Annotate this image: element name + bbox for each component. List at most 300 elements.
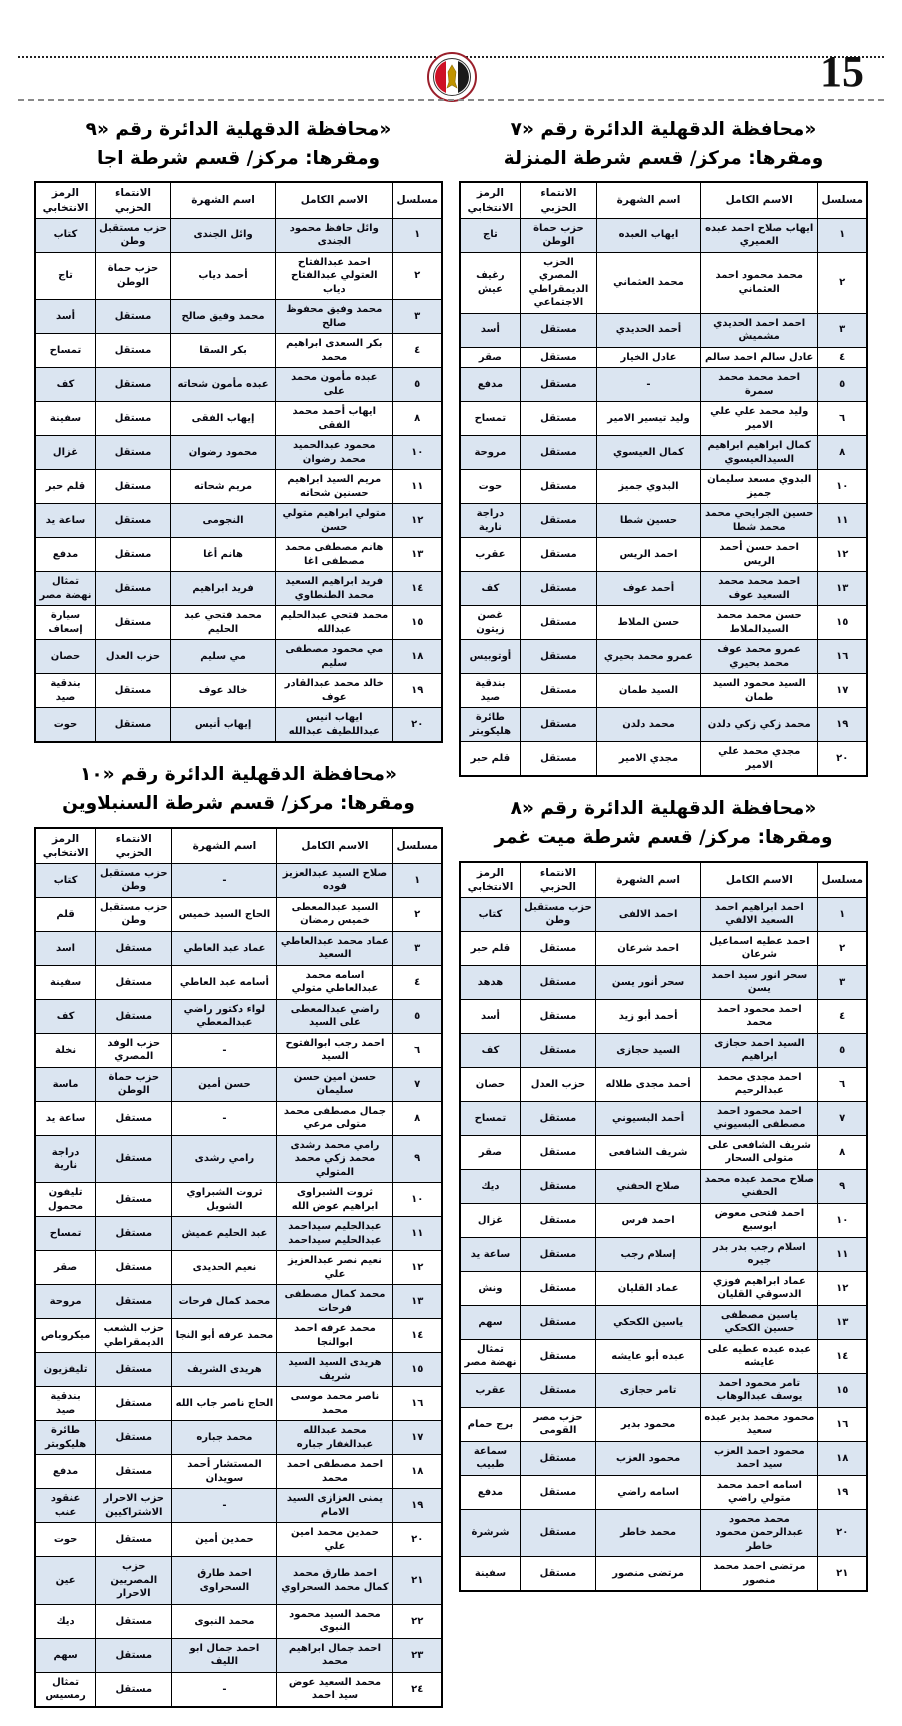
symbol-cell: سهم xyxy=(35,1638,96,1672)
party-cell: مستقل xyxy=(520,1203,595,1237)
table-row xyxy=(35,897,442,931)
symbol-cell: صقر xyxy=(460,1135,520,1169)
candidates-table-district-8 xyxy=(459,861,868,1593)
known-name-cell: محمد خاطر xyxy=(595,1509,700,1557)
symbol-cell: أسد xyxy=(460,313,520,347)
table-row xyxy=(460,1509,867,1557)
full-name-cell: صلاح السيد عبدالعزيز فوده xyxy=(277,863,393,897)
table-row xyxy=(35,252,442,300)
serial-cell: ١٥ xyxy=(393,1353,442,1387)
symbol-cell: قلم xyxy=(35,897,96,931)
serial-cell: ١٧ xyxy=(818,674,867,708)
party-cell: مستقل xyxy=(96,1604,172,1638)
serial-cell: ٢ xyxy=(818,931,867,965)
serial-cell: ١٣ xyxy=(818,1305,867,1339)
table-row xyxy=(460,1271,867,1305)
serial-cell: ١٦ xyxy=(818,640,867,674)
full-name-cell: احمد ابراهيم احمد السعيد الالفي xyxy=(701,897,818,931)
party-cell: مستقل xyxy=(520,1557,595,1592)
known-name-cell: محمد عرفه أبو النجا xyxy=(172,1319,277,1353)
known-name-cell: نعيم الحديدى xyxy=(172,1251,277,1285)
table-row xyxy=(35,1183,442,1217)
known-name-cell: محمد وفيق صالح xyxy=(171,300,276,334)
symbol-cell: حوت xyxy=(35,708,95,743)
party-cell: مستقل xyxy=(520,1441,595,1475)
known-name-cell: محمد دلدن xyxy=(597,708,701,742)
known-name-cell: محمد النبوى xyxy=(172,1604,277,1638)
full-name-cell: محمد عبدالله عبدالغفار جباره xyxy=(277,1421,393,1455)
table-row xyxy=(460,368,867,402)
symbol-cell: هدهد xyxy=(460,965,520,999)
table-row xyxy=(460,1305,867,1339)
party-cell: مستقل xyxy=(95,334,170,368)
full-name-cell: هريدى السيد السيد شريف xyxy=(277,1353,393,1387)
table-row xyxy=(460,965,867,999)
serial-cell: ١٩ xyxy=(818,708,867,742)
full-name-cell: البدوي مسعد سليمان جميز xyxy=(700,470,818,504)
party-cell: مستقل xyxy=(96,1183,172,1217)
table-row xyxy=(35,708,442,743)
symbol-cell: ساعة يد xyxy=(35,1101,96,1135)
full-name-cell: مريم السيد ابراهيم حسنين شحاته xyxy=(276,470,393,504)
party-cell: مستقل xyxy=(520,1271,595,1305)
symbol-cell: بندقية صيد xyxy=(35,674,95,708)
table-row xyxy=(460,1203,867,1237)
column-header: الاسم الكامل xyxy=(277,828,393,864)
full-name-cell: محمد كمال مصطفى فرحات xyxy=(277,1285,393,1319)
full-name-cell: بكر السعدى ابراهيم محمد xyxy=(276,334,393,368)
serial-cell: ٣ xyxy=(393,300,442,334)
party-cell: مستقل xyxy=(520,674,596,708)
known-name-cell: - xyxy=(172,1101,277,1135)
party-cell: مستقل xyxy=(520,1305,595,1339)
known-name-cell: رامي رشدى xyxy=(172,1135,277,1183)
party-cell: حزب مصر القومى xyxy=(520,1407,595,1441)
full-name-cell: محمد محمود احمد العثماني xyxy=(700,252,818,313)
district-7-title xyxy=(459,116,868,173)
serial-cell: ١٤ xyxy=(393,572,442,606)
party-cell: مستقل xyxy=(520,436,596,470)
symbol-cell: ميكروباص xyxy=(35,1319,96,1353)
serial-cell: ٥ xyxy=(818,368,867,402)
party-cell: مستقل xyxy=(520,1339,595,1373)
symbol-cell: كف xyxy=(460,1033,520,1067)
header-row xyxy=(35,182,442,218)
table-row xyxy=(35,1285,442,1319)
table-row xyxy=(35,1033,442,1067)
full-name-cell: احمد مصطفى احمد محمد xyxy=(277,1455,393,1489)
party-cell: حزب المصريين الاحرار xyxy=(96,1557,172,1605)
party-cell: مستقل xyxy=(96,1455,172,1489)
party-cell: مستقل xyxy=(520,1135,595,1169)
symbol-cell: اسد xyxy=(35,931,96,965)
full-name-cell: ايهاب أحمد محمد الفقى xyxy=(276,402,393,436)
table-row xyxy=(460,436,867,470)
column-header: مسلسل xyxy=(818,862,867,898)
known-name-cell: أحمد مجدى طلاله xyxy=(595,1067,700,1101)
symbol-cell: كتاب xyxy=(35,863,96,897)
district-7-section xyxy=(459,116,868,777)
full-name-cell: اسامه محمد عبدالعاطي متولي xyxy=(277,965,393,999)
party-cell: مستقل xyxy=(520,640,596,674)
candidates-table-district-7 xyxy=(459,181,868,777)
party-cell: مستقل xyxy=(520,999,595,1033)
table-row xyxy=(460,572,867,606)
table-row xyxy=(35,1638,442,1672)
known-name-cell: خالد عوف xyxy=(171,674,276,708)
symbol-cell: تمثال رمسيس xyxy=(35,1672,96,1707)
serial-cell: ٢١ xyxy=(818,1557,867,1592)
full-name-cell: اسامه احمد محمد متولي راضي xyxy=(701,1475,818,1509)
known-name-cell: عماد القليان xyxy=(595,1271,700,1305)
symbol-cell: كف xyxy=(35,999,96,1033)
symbol-cell: غصن زيتون xyxy=(460,606,520,640)
serial-cell: ٥ xyxy=(818,1033,867,1067)
column-header: الرمز الانتخابي xyxy=(460,182,520,218)
district-8-section xyxy=(459,795,868,1592)
serial-cell: ١١ xyxy=(393,470,442,504)
known-name-cell: احمد طارق السحراوى xyxy=(172,1557,277,1605)
known-name-cell: سحر أنور يسن xyxy=(595,965,700,999)
table-row xyxy=(460,1557,867,1592)
full-name-cell: عبده عبده عطيه على عايشه xyxy=(701,1339,818,1373)
known-name-cell: - xyxy=(172,1489,277,1523)
page-number: 15 xyxy=(820,47,864,96)
column-header: اسم الشهرة xyxy=(595,862,700,898)
symbol-cell: صقر xyxy=(35,1251,96,1285)
known-name-cell: - xyxy=(172,1672,277,1707)
full-name-cell: السيد احمد حجازى ابراهيم xyxy=(701,1033,818,1067)
known-name-cell: احمد الريس xyxy=(597,538,701,572)
district-8-title-line2: ومقرها: مركز/ قسم شرطة ميت غمر xyxy=(494,826,833,848)
known-name-cell: اسامه راضي xyxy=(595,1475,700,1509)
full-name-cell: حمدين محمد امين علي xyxy=(277,1523,393,1557)
party-cell: حزب مستقبل وطن xyxy=(96,863,172,897)
party-cell: مستقل xyxy=(96,1421,172,1455)
table-row xyxy=(460,640,867,674)
symbol-cell: كف xyxy=(460,572,520,606)
full-name-cell: ثروت الشبراوى ابراهيم عوض الله xyxy=(277,1183,393,1217)
serial-cell: ١٢ xyxy=(393,1251,442,1285)
table-row xyxy=(460,313,867,347)
symbol-cell: عنقود عنب xyxy=(35,1489,96,1523)
district-9-title xyxy=(34,116,443,173)
table-row xyxy=(35,334,442,368)
serial-cell: ٢ xyxy=(393,252,442,300)
party-cell: الحزب المصري الديمقراطي الاجتماعي xyxy=(520,252,596,313)
full-name-cell: عماد محمد عبدالعاطي السعيد xyxy=(277,931,393,965)
symbol-cell: بندقية صيد xyxy=(460,674,520,708)
full-name-cell: راضي عبدالمعطى على السيد xyxy=(277,999,393,1033)
serial-cell: ٤ xyxy=(393,334,442,368)
symbol-cell: غزال xyxy=(35,436,95,470)
table-row xyxy=(460,1169,867,1203)
table-row xyxy=(35,1101,442,1135)
serial-cell: ١٨ xyxy=(393,640,442,674)
serial-cell: ١٥ xyxy=(818,1373,867,1407)
serial-cell: ١٠ xyxy=(818,470,867,504)
full-name-cell: يمنى العزازى السيد الامام xyxy=(277,1489,393,1523)
party-cell: مستقل xyxy=(520,931,595,965)
serial-cell: ١ xyxy=(393,863,442,897)
symbol-cell: حصان xyxy=(35,640,95,674)
table-row xyxy=(460,470,867,504)
full-name-cell: مرتضى احمد محمد منصور xyxy=(701,1557,818,1592)
known-name-cell: مريم شحاته xyxy=(171,470,276,504)
symbol-cell: تليفزيون xyxy=(35,1353,96,1387)
full-name-cell: ايهاب صلاح احمد عبده العميري xyxy=(700,218,818,252)
party-cell: مستقل xyxy=(520,708,596,742)
full-name-cell: احمد طارق محمد كمال محمد السحراوي xyxy=(277,1557,393,1605)
full-name-cell: ايهاب انيس عبداللطيف عبدالله xyxy=(276,708,393,743)
full-name-cell: محمد محمود عبدالرحمن محمود خاطر xyxy=(701,1509,818,1557)
known-name-cell: هانم أغا xyxy=(171,538,276,572)
table-row xyxy=(35,436,442,470)
full-name-cell: حسين الجرايحي محمد محمد شطا xyxy=(700,504,818,538)
serial-cell: ٣ xyxy=(818,313,867,347)
known-name-cell: تامر حجازى xyxy=(595,1373,700,1407)
full-name-cell: احمد رجب ابوالفتوح السيد xyxy=(277,1033,393,1067)
symbol-cell: برج حمام xyxy=(460,1407,520,1441)
table-row xyxy=(460,606,867,640)
full-name-cell: حسن محمد محمد السيدالملاط xyxy=(700,606,818,640)
table-row xyxy=(460,1135,867,1169)
table-row xyxy=(35,504,442,538)
serial-cell: ٦ xyxy=(393,1033,442,1067)
serial-cell: ١٤ xyxy=(818,1339,867,1373)
symbol-cell: أسد xyxy=(460,999,520,1033)
symbol-cell: قلم حبر xyxy=(35,470,95,504)
symbol-cell: مدفع xyxy=(460,1475,520,1509)
symbol-cell: أوتوبيس xyxy=(460,640,520,674)
party-cell: مستقل xyxy=(520,1475,595,1509)
known-name-cell: احمد الالفى xyxy=(595,897,700,931)
serial-cell: ١ xyxy=(818,218,867,252)
table-row xyxy=(35,640,442,674)
serial-cell: ٥ xyxy=(393,999,442,1033)
serial-cell: ٣ xyxy=(818,965,867,999)
symbol-cell: تمساح xyxy=(460,402,520,436)
table-row xyxy=(460,1101,867,1135)
serial-cell: ٨ xyxy=(393,402,442,436)
party-cell: مستقل xyxy=(520,1373,595,1407)
column-header: الاسم الكامل xyxy=(276,182,393,218)
table-row xyxy=(35,300,442,334)
table-row xyxy=(35,368,442,402)
known-name-cell: أحمد عوف xyxy=(597,572,701,606)
table-row xyxy=(460,347,867,368)
column-header: مسلسل xyxy=(393,828,442,864)
full-name-cell: شريف الشافعى على متولى السحار xyxy=(701,1135,818,1169)
symbol-cell: حوت xyxy=(35,1523,96,1557)
symbol-cell: دراجة نارية xyxy=(35,1135,96,1183)
party-cell: حزب الاحرار الاشتراكيين xyxy=(96,1489,172,1523)
known-name-cell: المستشار أحمد سويدان xyxy=(172,1455,277,1489)
full-name-cell: وليد محمد علي علي الامير xyxy=(700,402,818,436)
symbol-cell: صقر xyxy=(460,347,520,368)
party-cell: مستقل xyxy=(520,965,595,999)
party-cell: مستقل xyxy=(96,931,172,965)
table-row xyxy=(35,1067,442,1101)
full-name-cell: احمد حسن أحمد الريس xyxy=(700,538,818,572)
serial-cell: ٢٠ xyxy=(818,1509,867,1557)
serial-cell: ٩ xyxy=(393,1135,442,1183)
party-cell: مستقل xyxy=(96,1387,172,1421)
column-header: الرمز الانتخابي xyxy=(35,182,95,218)
party-cell: مستقل xyxy=(520,742,596,777)
table-row xyxy=(35,1489,442,1523)
full-name-cell: السيد محمود السيد طمان xyxy=(700,674,818,708)
symbol-cell: ديك xyxy=(35,1604,96,1638)
serial-cell: ٢٢ xyxy=(393,1604,442,1638)
header-row xyxy=(460,182,867,218)
symbol-cell: سماعة طبيب xyxy=(460,1441,520,1475)
known-name-cell: احمد شرعان xyxy=(595,931,700,965)
known-name-cell: - xyxy=(172,863,277,897)
known-name-cell: - xyxy=(172,1033,277,1067)
table-row xyxy=(460,402,867,436)
table-row xyxy=(35,606,442,640)
serial-cell: ٢١ xyxy=(393,1557,442,1605)
full-name-cell: احمد محمد محمد سمرة xyxy=(700,368,818,402)
known-name-cell: الحاج ناصر جاب الله xyxy=(172,1387,277,1421)
symbol-cell: ساعة يد xyxy=(35,504,95,538)
known-name-cell: هريدى الشريف xyxy=(172,1353,277,1387)
known-name-cell: وليد تيسير الامير xyxy=(597,402,701,436)
full-name-cell: اسلام رجب بدر بدر جيره xyxy=(701,1237,818,1271)
known-name-cell: - xyxy=(597,368,701,402)
symbol-cell: ديك xyxy=(460,1169,520,1203)
content-columns xyxy=(0,106,902,1726)
serial-cell: ١٢ xyxy=(818,1271,867,1305)
full-name-cell: متولي ابراهيم متولي حسن xyxy=(276,504,393,538)
party-cell: مستقل xyxy=(96,1353,172,1387)
serial-cell: ١٩ xyxy=(393,1489,442,1523)
table-row xyxy=(460,1067,867,1101)
party-cell: حزب حماة الوطن xyxy=(96,1067,172,1101)
table-row xyxy=(460,1441,867,1475)
table-row xyxy=(35,999,442,1033)
full-name-cell: احمد محمود احمد مصطفى البسيوني xyxy=(701,1101,818,1135)
table-row xyxy=(460,1407,867,1441)
symbol-cell: عقرب xyxy=(460,538,520,572)
column-header: الرمز الانتخابي xyxy=(460,862,520,898)
serial-cell: ٧ xyxy=(393,1067,442,1101)
serial-cell: ١٧ xyxy=(393,1421,442,1455)
known-name-cell: محمد فتحي عبد الحليم xyxy=(171,606,276,640)
serial-cell: ١٨ xyxy=(393,1455,442,1489)
table-row xyxy=(35,1421,442,1455)
table-row xyxy=(460,538,867,572)
symbol-cell: شرشرة xyxy=(460,1509,520,1557)
symbol-cell: قلم حبر xyxy=(460,742,520,777)
party-cell: مستقل xyxy=(520,504,596,538)
symbol-cell: سهم xyxy=(460,1305,520,1339)
serial-cell: ٨ xyxy=(818,1135,867,1169)
full-name-cell: محمود احمد العزب سيد احمد xyxy=(701,1441,818,1475)
table-row xyxy=(460,1339,867,1373)
full-name-cell: عمرو محمد عوف محمد بحيري xyxy=(700,640,818,674)
serial-cell: ١٢ xyxy=(818,538,867,572)
symbol-cell: دراجة نارية xyxy=(460,504,520,538)
full-name-cell: احمد فتحى معوض ابوسبع xyxy=(701,1203,818,1237)
district-7-title-line1: محافظة الدقهلية الدائرة رقم «٧» xyxy=(510,119,817,140)
known-name-cell: ثروت الشبراوي الشويل xyxy=(172,1183,277,1217)
symbol-cell: مروحة xyxy=(35,1285,96,1319)
full-name-cell: عبدالحليم سيداحمد عبدالحليم سيداحمد xyxy=(277,1217,393,1251)
known-name-cell: مي سليم xyxy=(171,640,276,674)
party-cell: مستقل xyxy=(520,606,596,640)
column-header: الرمز الانتخابي xyxy=(35,828,96,864)
party-cell: مستقل xyxy=(96,1101,172,1135)
party-cell: مستقل xyxy=(96,965,172,999)
symbol-cell: مدفع xyxy=(460,368,520,402)
known-name-cell: إيهاب أنيس xyxy=(171,708,276,743)
header-row xyxy=(460,862,867,898)
serial-cell: ١٥ xyxy=(393,606,442,640)
party-cell: مستقل xyxy=(96,1217,172,1251)
full-name-cell: احمد احمد الحديدي مشميش xyxy=(700,313,818,347)
party-cell: مستقل xyxy=(95,606,170,640)
district-10-section xyxy=(34,761,443,1708)
column-header: اسم الشهرة xyxy=(172,828,277,864)
full-name-cell: محمد السيد محمود النبوى xyxy=(277,1604,393,1638)
full-name-cell: محمد وفيق محفوظ صالح xyxy=(276,300,393,334)
table-row xyxy=(460,1033,867,1067)
known-name-cell: حسين شطا xyxy=(597,504,701,538)
symbol-cell: مروحة xyxy=(460,436,520,470)
symbol-cell: تمساح xyxy=(35,1217,96,1251)
table-row xyxy=(460,931,867,965)
party-cell: مستقل xyxy=(520,347,596,368)
symbol-cell: غزال xyxy=(460,1203,520,1237)
known-name-cell: البدوي جميز xyxy=(597,470,701,504)
table-row xyxy=(35,1557,442,1605)
symbol-cell: ونش xyxy=(460,1271,520,1305)
serial-cell: ٦ xyxy=(818,1067,867,1101)
serial-cell: ١٣ xyxy=(393,1285,442,1319)
serial-cell: ٤ xyxy=(818,999,867,1033)
party-cell: مستقل xyxy=(96,1251,172,1285)
full-name-cell: محمود محمد بدير عبده سعيد xyxy=(701,1407,818,1441)
serial-cell: ٢٠ xyxy=(393,708,442,743)
candidates-table-district-10 xyxy=(34,827,443,1708)
party-cell: مستقل xyxy=(96,1135,172,1183)
known-name-cell: ايهاب العبده xyxy=(597,218,701,252)
serial-cell: ١ xyxy=(818,897,867,931)
known-name-cell: احمد فرس xyxy=(595,1203,700,1237)
symbol-cell: سفينة xyxy=(35,402,95,436)
table-row xyxy=(35,1672,442,1707)
full-name-cell: عادل سالم احمد سالم xyxy=(700,347,818,368)
table-row xyxy=(460,742,867,777)
column-header: الانتماء الحزبي xyxy=(96,828,172,864)
column-header: مسلسل xyxy=(818,182,867,218)
symbol-cell: بندقية صيد xyxy=(35,1387,96,1421)
district-10-title-line1: محافظة الدقهلية الدائرة رقم «١٠» xyxy=(80,764,397,786)
party-cell: حزب مستقبل وطن xyxy=(520,897,595,931)
serial-cell: ١٥ xyxy=(818,606,867,640)
table-row xyxy=(35,1319,442,1353)
table-row xyxy=(35,863,442,897)
full-name-cell: احمد جمال ابراهيم محمد xyxy=(277,1638,393,1672)
serial-cell: ٢٠ xyxy=(818,742,867,777)
table-row xyxy=(35,1387,442,1421)
serial-cell: ٥ xyxy=(393,368,442,402)
known-name-cell: حسن الملاط xyxy=(597,606,701,640)
party-cell: مستقل xyxy=(96,1638,172,1672)
column-header: الاسم الكامل xyxy=(701,862,818,898)
